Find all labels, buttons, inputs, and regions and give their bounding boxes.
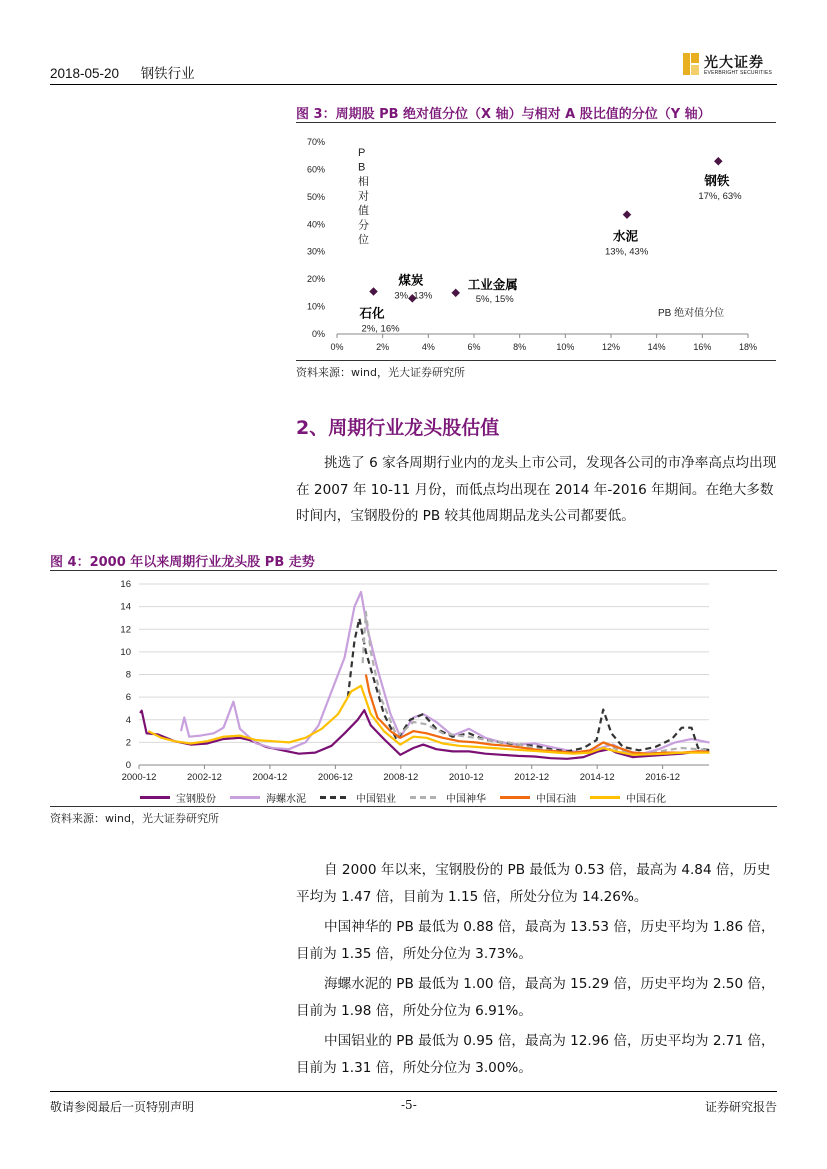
x-tick-label: 2008-12 xyxy=(383,772,419,783)
paragraph-chalco: 中国铝业的 PB 最低为 0.95 倍，最高为 12.96 倍，历史平均为 2.71 倍，目前为 1.31 倍，所处分位为 3.00%。 xyxy=(296,1033,775,1076)
legend-label: 海螺水泥 xyxy=(266,794,306,805)
x-tick-label: 12% xyxy=(601,342,621,352)
x-tick-label: 2016-12 xyxy=(645,772,681,783)
x-tick-label: 8% xyxy=(513,342,527,352)
y-tick-label: 30% xyxy=(306,246,325,257)
y-tick-label: 10% xyxy=(306,301,325,312)
intro-text: 挑选了 6 家各周期行业内的龙头上市公司，发现各公司的市净率高点均出现在 2007 年 10-11 月份，而低点均出现在 2014 年-2016 年期间。在绝大多数时间内，宝钢股份的 PB 较其他周期品龙头公司都要低。 xyxy=(296,455,777,524)
figure3-caption-rule xyxy=(296,122,776,123)
data-point xyxy=(622,210,631,219)
x-tick-label: 6% xyxy=(467,342,481,352)
series-line xyxy=(363,612,710,755)
paragraph-conch: 海螺水泥的 PB 最低为 1.00 倍，最高为 15.29 倍，历史平均为 2.50 倍，目前为 1.98 倍，所处分位为 6.91%。 xyxy=(296,976,775,1019)
y-tick-label: 8 xyxy=(125,669,131,681)
footer-disclaimer: 敬请参阅最后一页特别声明 xyxy=(50,1100,195,1114)
logo-text-cn: 光大证券 xyxy=(704,55,764,71)
point-value-label: 13%, 43% xyxy=(604,246,649,258)
y-tick-label: 50% xyxy=(306,191,325,202)
point-name-label: 钢铁 xyxy=(704,174,730,189)
legend-item xyxy=(230,790,306,805)
logo-mark-icon xyxy=(683,53,699,75)
x-tick-label: 2002-12 xyxy=(187,772,222,783)
y-tick-label: 40% xyxy=(306,219,325,230)
header-bar xyxy=(50,62,195,82)
y-tick-label: 0 xyxy=(125,760,131,771)
legend-label: 中国石化 xyxy=(626,794,666,805)
section-title: 2、周期行业龙头股估值 xyxy=(296,417,500,439)
series-line xyxy=(366,675,710,754)
x-tick-label: 14% xyxy=(647,342,666,352)
point-value-label: 3%, 13% xyxy=(394,290,433,302)
figure3-source-rule xyxy=(296,360,776,361)
x-axis-label: PB 绝对值分位 xyxy=(658,308,725,319)
y-axis-label-char: P xyxy=(358,147,366,159)
paragraph-shenhua: 中国神华的 PB 最低为 0.88 倍，最高为 13.53 倍，历史平均为 1.86 倍，目前为 1.35 倍，所处分位为 3.73%。 xyxy=(296,919,775,962)
legend-label: 中国铝业 xyxy=(356,794,396,805)
y-tick-label: 70% xyxy=(306,137,325,147)
legend-swatch xyxy=(410,796,440,799)
legend-swatch xyxy=(590,796,620,799)
data-point xyxy=(451,288,460,297)
x-tick-label: 2012-12 xyxy=(514,772,550,783)
legend-item xyxy=(590,790,666,805)
y-tick-label: 2 xyxy=(125,737,131,749)
footer-report-type: 证券研究报告 xyxy=(705,1100,778,1114)
x-tick-label: 2010-12 xyxy=(448,772,484,783)
x-tick-label: 2006-12 xyxy=(317,772,353,783)
x-tick-label: 0% xyxy=(330,342,344,352)
report-date: 2018-05-20 xyxy=(50,66,120,81)
x-tick-label: 2014-12 xyxy=(579,772,615,783)
figure3-source: 资料来源：wind，光大证券研究所 xyxy=(296,366,466,379)
point-value-label: 2%, 16% xyxy=(361,323,400,335)
figure4-caption-rule xyxy=(50,570,777,571)
y-tick-label: 14 xyxy=(120,601,131,613)
legend-item xyxy=(410,790,486,805)
legend-swatch xyxy=(140,796,170,799)
point-value-label: 17%, 63% xyxy=(698,191,742,203)
y-axis-label-char: 位 xyxy=(358,234,369,246)
y-tick-label: 16 xyxy=(120,579,131,590)
series-line xyxy=(181,592,710,754)
figure4-source-rule xyxy=(50,806,777,807)
figure4-source: 资料来源：wind，光大证券研究所 xyxy=(50,812,220,825)
figure3-caption: 图 3：周期股 PB 绝对值分位（X 轴）与相对 A 股比值的分位（Y 轴） xyxy=(296,107,711,122)
intro-paragraph xyxy=(296,450,777,530)
logo-text-en: EVERBRIGHT SECURITIES xyxy=(704,70,773,76)
point-value-label: 5%, 15% xyxy=(475,293,514,305)
legend-item xyxy=(140,790,216,805)
y-tick-label: 20% xyxy=(306,274,325,285)
point-name-label: 石化 xyxy=(359,306,385,321)
y-axis-label-char: 值 xyxy=(358,205,369,217)
figure3-scatter-chart xyxy=(296,126,776,358)
paragraph-baosteel: 自 2000 年以来，宝钢股份的 PB 最低为 0.53 倍，最高为 4.84 倍，历史平均为 1.47 倍，目前为 1.15 倍，所处分位为 14.26%。 xyxy=(296,862,771,905)
page-number: -5- xyxy=(401,1098,417,1112)
point-name-label: 工业金属 xyxy=(467,277,518,292)
header-rule xyxy=(50,84,777,85)
x-tick-label: 2% xyxy=(376,342,390,352)
company-logo xyxy=(683,51,783,81)
y-axis-label xyxy=(358,147,369,246)
legend-label: 中国石油 xyxy=(536,794,576,805)
legend-swatch xyxy=(320,796,350,799)
y-axis-label-char: 对 xyxy=(358,190,369,203)
x-tick-label: 10% xyxy=(556,342,575,352)
figure4-legend xyxy=(140,790,720,805)
x-tick-label: 16% xyxy=(693,342,712,352)
y-axis-label-char: 分 xyxy=(358,219,369,232)
data-point xyxy=(369,287,378,296)
point-name-label: 水泥 xyxy=(612,229,638,244)
legend-label: 宝钢股份 xyxy=(176,794,216,805)
y-axis-label-char: 相 xyxy=(358,176,369,188)
legend-item xyxy=(320,790,396,805)
x-tick-label: 4% xyxy=(421,342,435,352)
y-tick-label: 10 xyxy=(120,646,131,658)
y-tick-label: 12 xyxy=(120,624,131,636)
legend-label: 中国神华 xyxy=(446,794,486,805)
figure4-line-chart xyxy=(50,574,777,784)
sector-name: 钢铁行业 xyxy=(140,66,195,81)
x-tick-label: 2000-12 xyxy=(121,772,157,783)
legend-swatch xyxy=(500,796,530,799)
legend-item xyxy=(500,790,576,805)
footer-rule xyxy=(50,1091,777,1092)
x-tick-label: 2004-12 xyxy=(252,772,288,783)
y-tick-label: 4 xyxy=(125,714,131,726)
x-tick-label: 18% xyxy=(738,342,758,352)
legend-swatch xyxy=(230,796,260,799)
point-name-label: 煤炭 xyxy=(398,273,424,288)
y-axis-label-char: B xyxy=(358,161,366,174)
data-point xyxy=(714,157,723,166)
body-paragraphs xyxy=(296,857,777,1081)
figure4-caption: 图 4：2000 年以来周期行业龙头股 PB 走势 xyxy=(50,555,315,570)
y-tick-label: 6 xyxy=(125,692,131,704)
y-tick-label: 60% xyxy=(306,164,325,175)
series-line xyxy=(348,618,710,751)
y-tick-label: 0% xyxy=(311,329,325,339)
